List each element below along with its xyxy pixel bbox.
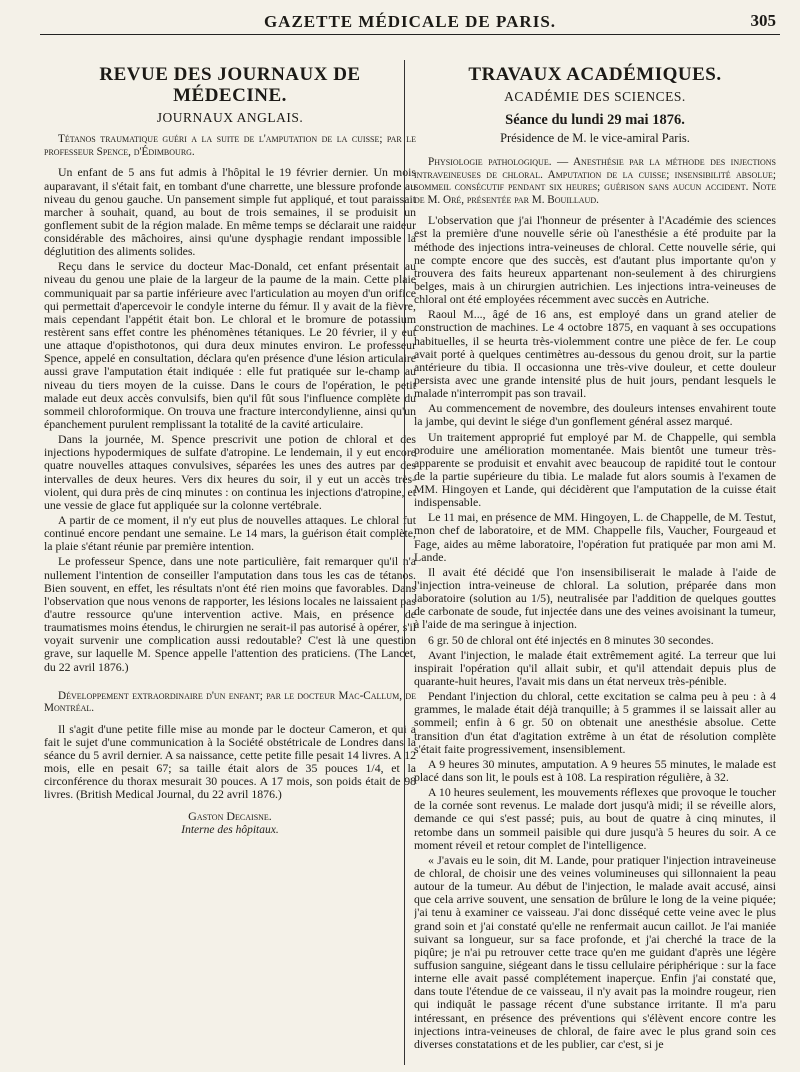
subsection-title: JOURNAUX ANGLAIS. [156,110,304,126]
article-heading: Physiologie pathologique. — Anesthésie par la méthode des injections intraveineuses de chloral. Amputation de la cuisse; insensibilité absolue; sommeil consécutif pendant six heures; guérison sans aucun accident. Note de M. Oré, présentée par M. Bouillaud. [414,156,776,206]
left-column [44,60,416,1065]
session-date: Séance du lundi 29 mai 1876. [505,112,685,129]
author-signature: Gaston Decaisne. [188,808,272,823]
paragraph: A 9 heures 30 minutes, amputation. A 9 heures 55 minutes, le malade est placé dans son lit, le pouls est à 108. La respiration régulière, à 32. [414,756,776,785]
paragraph: Dans la journée, M. Spence prescrivit une potion de chloral et des injections hypodermiques de sulfate d'atropine. Le lendemain, il y eut encore quatre nouvelles attaques convulsives, séparées les unes des autres par des intervalles de deux heures. Vers dix heures du soir, il y eut un accès très-violent, qui dura près de cinq minutes : on continua les injections d'atropine, et une vessie de glace fut appliquée sur la colonne vertébrale. [44,432,416,512]
presidency-line: Présidence de M. le vice-amiral Paris. [500,131,690,146]
paragraph: Reçu dans le service du docteur Mac-Donald, cet enfant présentait au niveau du genou une plaie de la largeur de la paume de la main. Cette plaie communiquait par sa partie inférieure avec l'articulation au moyen d'un orifice qui permettait d'apercevoir le condyle interne du fémur. Il y avait de la fièvre, mais cependant l'appétit était bon. Le chloral et le bromure de potassium restèrent sans effet contre les phénomènes tétaniques. Le 20 février, il y eut une attaque d'opisthotonos, qui dura deux minutes environ. Le professeur Spence, appelé en consultation, déclara qu'en présence d'une lésion articulaire aussi grave l'amputation était indiquée : elle fut pratiquée sur le-champ au niveau du tiers moyen de la cuisse. Dans le cours de l'opération, le petit malade eut deux accès convulsifs, bien qu'il fût sous l'influence complète du sommeil chloroformique. On trouva une fracture intercondylienne, ainsi qu'un épanchement purulent remplissant la totalité de la cavité articulaire. [44,259,416,432]
paragraph: Raoul M..., âgé de 16 ans, est employé dans un grand atelier de construction de machines. Le 4 octobre 1875, en vaquant à ses occupations habituelles, il se heurta très-violemment contre une pièce de fer. Le coup avait porté à quelques centimètres au-dessous du genou droit, sur la partie antérieure du tibia. Il occasionna une très-vive douleur, et cette douleur persista avec une grande intensité plus de huit jours, pendant lesquels le malade n'interrompit pas son travail. [414,307,776,401]
paragraph: L'observation que j'ai l'honneur de présenter à l'Académie des sciences est la première d'une nouvelle série où l'anesthésie a été produite par la méthode des injections intra-veineuses de chloral. Cette nouvelle série, qui ne compte encore que des succès, est d'autant plus importante qu'on y trouvera des faits heureux appartenant non-seulement à des chirurgiens belges, mais à un chirurgien autrichien. Les injections intra-veineuses de chloral ont été employées récemment avec succès en Autriche. [414,213,776,307]
paragraph: « J'avais eu le soin, dit M. Lande, pour pratiquer l'injection intraveineuse de chloral, de choisir une des veines volumineuses qui sillonnaient la peau autour de la tumeur. Au début de l'injection, le malade avait accusé, ainsi que cela arrive souvent, une sensation de brûlure le long de la veine piquée; j'ai tenu à examiner ce vaisseau. J'ai donc disséqué cette veine avec le plus grand soin et j'ai constaté qu'elle ne renfermait aucun caillot. Je l'ai maniée suivant sa longueur, sur sa face profonde, et j'ai cherché la trace de la piqûre; je n'ai pu retrouver cette trace qu'en me guidant d'après une légère suffusion sanguine, siégeant dans le tissu cellulaire périphérique : sur la face interne elle avait passé complétement inaperçue. Enfin j'ai constaté que, dans toute l'étendue de ce vaisseau, il n'y avait pas la moindre rougeur, rien qui indiquât le passage récent d'une substance irritante. Il m'a paru intéressant, en présence des préventions qui s'élèvent encore contre les injections intra-veineuses de chloral, de faire avec le plus grand soin ces diverses constatations et de les publier, car c'est, si je [414,852,776,1051]
page-number: 305 [750,11,776,30]
author-title: Interne des hôpitaux. [181,823,279,836]
right-column [414,60,776,1065]
article-separator [44,676,416,686]
paragraph: A 10 heures seulement, les mouvements réflexes que provoque le toucher de la cornée sont revenus. Le malade dort jusqu'à midi; il se réveille alors, demande ce qui s'est passé; puis, au bout de quatre à cinq minutes, il retombe dans un sommeil paisible qui dure jusqu'à 5 heures du soir. A ce moment réveil et retour complet de l'intelligence. [414,785,776,852]
paragraph: Pendant l'injection du chloral, cette excitation se calma peu à peu : à 4 grammes, le malade était déjà tranquille; à 5 grammes il se laissait aller au sommeil; enfin à 6 gr. 50 on obtenait une anesthésie absolue. Cette transition d'un état d'agitation extrême à un état de résolution complète s'était faite progressivement, insensiblement. [414,689,776,756]
paragraph: Le 11 mai, en présence de MM. Hingoyen, L. de Chappelle, de M. Testut, mon chef de laboratoire, et de MM. Chappelle fils, Vaucher, Fourgeaud et Fage, aides au même laboratoire, l'opération fut pratiquée par mon ami M. Lande. [414,510,776,564]
paragraph: Il s'agit d'une petite fille mise au monde par le docteur Cameron, et qui a fait le sujet d'une communication à la Société obstétricale de Londres dans la séance du 5 avril dernier. A sa naissance, cette petite fille pesait 14 livres. A 12 mois, elle en pesait 67; sa taille était alors de 35 pouces 1/4, et la circonférence du thorax mesurait 30 pouces. A 17 mois, son poids était de 98 livres. (British Medical Journal, du 22 avril 1876.) [44,721,416,802]
paragraph: Un traitement approprié fut employé par M. de Chappelle, qui sembla produire une amélioration momentanée. Mais bientôt une tumeur très-apparente se produisit et envahit avec beaucoup de rapidité tout le contour de la partie supérieure du tibia. Le malade fut alors soumis à l'examen de MM. Hingoyen et Lande, qui décidèrent que l'amputation de la cuisse était indispensable. [414,429,776,510]
article-heading: Développement extraordinaire d'un enfant; par le docteur Mac-Callum, de Montréal. [44,689,416,715]
paragraph: Un enfant de 5 ans fut admis à l'hôpital le 19 février dernier. Un mois auparavant, il s'était fait, en tombant d'une charrette, une blessure profonde au niveau du genou gauche. Un pansement simple fut appliqué, et tout paraissait marcher à souhait, quand, au bout de trois semaines, il se produisit un gonflement subit de la région malade. En même temps se déclarait une raideur considérable des mâchoires, ainsi qu'une dysphagie rendant impossible la déglutition des aliments solides. [44,165,416,259]
column-rule [404,60,405,1065]
paragraph: 6 gr. 50 de chloral ont été injectés en 8 minutes 30 secondes. [428,632,714,647]
section-title: TRAVAUX ACADÉMIQUES. [468,64,722,85]
article-heading: Tétanos traumatique guéri a la suite de l'amputation de la cuisse; par le professeur Spence, d'Édimbourg. [44,133,416,158]
section-title: REVUE DES JOURNAUX DE MÉDECINE. [99,64,361,107]
paragraph: Au commencement de novembre, des douleurs intenses envahirent toute la jambe, qui devint le siége d'un gonflement général assez marqué. [414,401,776,429]
journal-title: GAZETTE MÉDICALE DE PARIS. [263,12,557,31]
paragraph: Avant l'injection, le malade était extrêmement agité. La terreur que lui inspirait l'opération qu'il allait subir, et qu'il attendait depuis plus de quarante-huit heures, l'avait mis dans un état nerveux très-pénible. [414,647,776,689]
paragraph: Le professeur Spence, dans une note particulière, fait remarquer qu'il n'a nullement l'intention de conseiller l'amputation dans tous les cas de tétanos. Bien souvent, en effet, les résultats n'ont été rien moins que favorables. Dans l'observation que nous venons de rapporter, les lésions locales ne laissaient pas d'autre ressource qu'une intervention active. Mais, en présence de traumatismes moins étendus, le chirurgien ne serait-il pas autorisé à opérer, s'il voyait survenir une complication aussi redoutable? C'est là une question grave, sur laquelle M. Spence appelle l'attention des praticiens. (The Lancet, du 22 avril 1876.) [44,554,416,674]
paragraph: Il avait été décidé que l'on insensibiliserait le malade à l'aide de l'injection intra-veineuse de chloral. La solution, préparée dans mon laboratoire (solution au 1/5), neutralisée par l'addition de quelques gouttes de carbonate de soude, fut injectée dans une des veines avoisinant la tumeur, à l'aide de ma seringue à injection. [414,564,776,632]
subsection-title: ACADÉMIE DES SCIENCES. [504,89,686,105]
paragraph: A partir de ce moment, il n'y eut plus de nouvelles attaques. Le chloral fut continué encore pendant une semaine. Le 14 mars, la guérison était complète, la plaie s'étant réunie par première intention. [44,513,416,554]
page-header [40,8,780,35]
